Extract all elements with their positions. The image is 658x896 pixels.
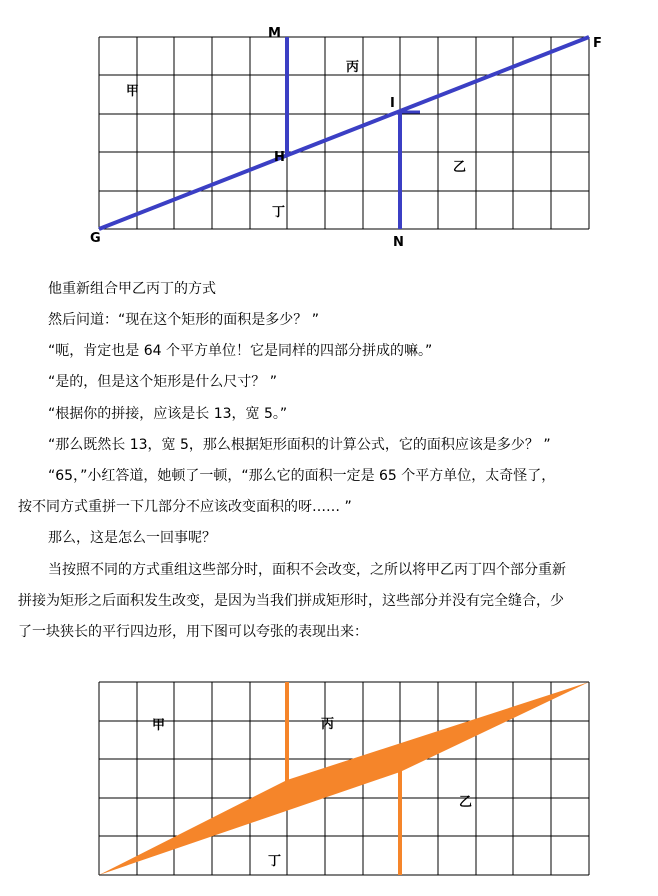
figure-rearranged-grid (0, 0, 658, 260)
paragraph-6: “那么既然长 13，宽 5，那么根据矩形面积的计算公式，它的面积应该是多少？ ” (48, 437, 551, 453)
region-yi-2: 乙 (459, 795, 473, 810)
paragraph-9-line-1: 当按照不同的方式重组这些部分时，面积不会改变，之所以将甲乙丙丁四个部分重新 (48, 562, 566, 578)
paragraph-3: “呃，肯定也是 64 个平方单位！它是同样的四部分拼成的嘛。” (48, 343, 433, 359)
label-N: N (393, 235, 404, 250)
region-jia-2: 甲 (152, 718, 166, 733)
paragraph-4: “是的，但是这个矩形是什么尺寸？ ” (48, 374, 277, 390)
label-H: H (274, 150, 285, 165)
gap-parallelogram (99, 682, 589, 875)
paragraph-7-line-2: 按不同方式重拼一下几部分不应该改变面积的呀…… ” (18, 499, 352, 515)
paragraph-9-line-3: 了一块狭长的平行四边形，用下图可以夸张的表现出来： (18, 624, 368, 640)
diagonal-GF (99, 37, 589, 229)
label-I: I (390, 96, 395, 111)
paragraph-8: 那么，这是怎么一回事呢？ (48, 530, 216, 546)
paragraph-2: 然后问道：“现在这个矩形的面积是多少？ ” (48, 312, 319, 328)
label-G: G (90, 231, 101, 246)
region-bing: 丙 (346, 60, 360, 75)
label-F: F (593, 36, 602, 51)
paragraph-1: 他重新组合甲乙丙丁的方式 (48, 281, 216, 297)
region-ding-2: 丁 (268, 854, 282, 869)
region-yi: 乙 (453, 160, 467, 175)
region-jia: 甲 (126, 84, 140, 99)
region-ding: 丁 (272, 205, 286, 220)
paragraph-5: “根据你的拼接，应该是长 13，宽 5。” (48, 406, 288, 422)
region-bing-2: 丙 (321, 717, 335, 732)
label-M: M (268, 26, 281, 41)
paragraph-9-line-2: 拼接为矩形之后面积发生改变，是因为当我们拼成矩形时，这些部分并没有完全缝合，少 (18, 593, 564, 609)
paragraph-7-line-1: “65，”小红答道，她顿了一顿，“那么它的面积一定是 65 个平方单位，太奇怪了， (48, 468, 556, 484)
figure-exaggerated-gap (0, 672, 658, 896)
